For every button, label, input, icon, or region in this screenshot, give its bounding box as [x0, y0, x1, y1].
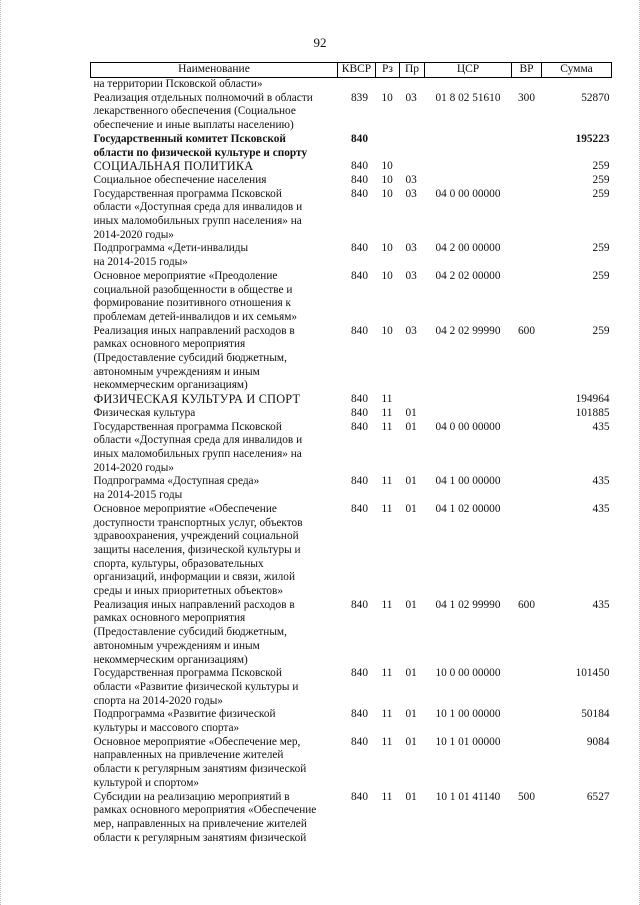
pr-cell: 01	[405, 708, 417, 721]
vr-cell: 600	[518, 598, 535, 611]
kvsr-cell: 840	[351, 708, 368, 721]
table-row	[91, 421, 612, 476]
column-header-pr: Пр	[400, 63, 425, 78]
kvsr-cell: 840	[351, 735, 368, 748]
kvsr-cell: 840	[351, 132, 368, 145]
csr-cell: 04 1 02 99990	[435, 598, 501, 611]
vr-cell: 300	[518, 91, 535, 104]
sum-cell: 259	[592, 173, 610, 186]
table-row	[91, 599, 612, 668]
pr-cell: 01	[405, 735, 417, 748]
vr-cell	[512, 736, 542, 791]
sum-cell: 9084	[586, 735, 610, 748]
csr-cell: 04 0 00 00000	[435, 420, 501, 433]
kvsr-cell: 840	[351, 667, 368, 680]
column-header-csr: ЦСР	[425, 63, 512, 78]
sum-cell: 195223	[575, 132, 610, 145]
page-number: 92	[313, 35, 327, 50]
sum-cell: 259	[592, 269, 610, 282]
sum-cell: 101885	[575, 406, 610, 419]
csr-cell: 04 2 02 00000	[435, 269, 501, 282]
rz-cell: 11	[381, 790, 393, 803]
rz-cell: 11	[381, 598, 393, 611]
vr-cell	[512, 188, 542, 243]
pr-cell: 03	[405, 324, 417, 337]
table-row	[91, 174, 612, 188]
csr-cell: 10 0 00 00000	[435, 667, 501, 680]
rz-cell	[376, 78, 400, 92]
vr-cell	[512, 174, 542, 188]
kvsr-cell: 840	[351, 420, 368, 433]
name-cell: Подпрограмма «Дети-инвалиды на 2014-2015 годы»	[93, 242, 249, 269]
kvsr-cell: 840	[351, 324, 368, 337]
vr-cell: 600	[518, 324, 535, 337]
column-header-vr: ВР	[512, 63, 542, 78]
table-header	[91, 63, 612, 78]
sum-cell: 194964	[575, 393, 610, 406]
name-cell: Основное мероприятие «Преодоление социальной разобщенности в обществе и формирование позитивного отношения к проблемам детей-инвалидов и их семьям»	[93, 269, 298, 323]
vr-cell	[512, 421, 542, 476]
table-row	[91, 475, 612, 502]
rz-cell	[376, 133, 400, 160]
pr-cell	[400, 133, 425, 160]
name-cell: Социальное обеспечение населения	[93, 173, 267, 186]
rz-cell: 11	[381, 406, 393, 419]
name-cell: Подпрограмма «Развитие физической культуры и массового спорта»	[93, 708, 276, 735]
rz-cell: 10	[381, 160, 393, 173]
name-cell: Реализация иных направлений расходов в рамках основного мероприятия (Предоставление субсидий бюджетным, автономным учреждениям и иным некоммерческим организациям)	[93, 598, 295, 666]
name-cell: СОЦИАЛЬНАЯ ПОЛИТИКА	[93, 159, 254, 174]
name-cell: на территории Псковской области»	[93, 78, 263, 90]
csr-cell: 10 1 00 00000	[435, 708, 501, 721]
rz-cell: 11	[381, 708, 393, 721]
vr-cell	[512, 503, 542, 599]
budget-table	[90, 62, 612, 845]
csr-cell: 04 2 00 00000	[435, 242, 501, 255]
scan-edge-left	[0, 0, 5, 905]
pr-cell: 03	[405, 173, 417, 186]
pr-cell: 01	[405, 598, 417, 611]
csr-cell	[425, 78, 512, 92]
column-header-name: Наименование	[91, 63, 338, 78]
csr-cell	[425, 174, 512, 188]
csr-cell: 01 8 02 51610	[435, 91, 501, 104]
rz-cell: 10	[381, 324, 393, 337]
name-cell: Подпрограмма «Доступная среда» на 2014-2015 годы	[93, 475, 260, 502]
vr-cell	[512, 242, 542, 269]
table-row	[91, 407, 612, 421]
kvsr-cell: 840	[351, 242, 368, 255]
sum-cell: 50184	[581, 708, 610, 721]
pr-cell: 03	[405, 242, 417, 255]
table-row	[91, 503, 612, 599]
vr-cell	[512, 393, 542, 407]
kvsr-cell: 840	[351, 393, 368, 406]
rz-cell: 10	[381, 269, 393, 282]
rz-cell: 11	[381, 502, 393, 515]
sum-cell: 435	[592, 420, 610, 433]
pr-cell	[400, 78, 425, 92]
pr-cell: 01	[405, 475, 417, 488]
csr-cell: 04 1 02 00000	[435, 502, 501, 515]
table-row	[91, 188, 612, 243]
csr-cell	[425, 393, 512, 407]
table-row	[91, 325, 612, 394]
name-cell: Основное мероприятие «Обеспечение доступности транспортных услуг, объектов здравоохранения, учреждений социальной защиты населения, физической культуры и спорта, культуры, образовательных организаций, информации и связи, жилой среды и иных приоритетных объектов»	[93, 502, 303, 598]
csr-cell: 04 0 00 00000	[435, 187, 501, 200]
name-cell: Реализация иных направлений расходов в рамках основного мероприятия (Предоставление субсидий бюджетным, автономным учреждениям и иным некоммерческим организациям)	[93, 324, 295, 392]
table-row	[91, 133, 612, 160]
sum-cell: 435	[592, 502, 610, 515]
table-row	[91, 667, 612, 708]
name-cell: Основное мероприятие «Обеспечение мер, направленных на привлечение жителей области к регулярным занятиям физической культурой и спортом»	[93, 735, 307, 789]
name-cell: Государственная программа Псковской области «Доступная среда для инвалидов и иных маломобильных групп населения» на 2014-2020 годы»	[93, 187, 303, 241]
name-cell: Государственная программа Псковской области «Развитие физической культуры и спорта на 2014-2020 годы»	[93, 667, 299, 707]
pr-cell: 03	[405, 91, 417, 104]
sum-cell: 101450	[575, 667, 610, 680]
pr-cell: 01	[405, 406, 417, 419]
csr-cell	[425, 160, 512, 174]
name-cell: Физическая культура	[93, 406, 196, 419]
table-row	[91, 78, 612, 92]
sum-cell: 259	[592, 160, 610, 173]
rz-cell: 11	[381, 475, 393, 488]
scan-edge-right	[635, 0, 640, 905]
table-row	[91, 393, 612, 407]
kvsr-cell: 840	[351, 269, 368, 282]
table-row	[91, 270, 612, 325]
csr-cell	[425, 407, 512, 421]
sum-cell	[542, 78, 612, 92]
sum-cell: 52870	[581, 91, 610, 104]
kvsr-cell: 840	[351, 502, 368, 515]
vr-cell	[512, 270, 542, 325]
name-cell: Реализация отдельных полномочий в области лекарственного обеспечения (Социальное обеспечение и иные выплаты населению)	[93, 91, 313, 132]
vr-cell: 500	[518, 790, 535, 803]
csr-cell: 04 2 02 99990	[435, 324, 501, 337]
table-row	[91, 791, 612, 846]
table-row	[91, 242, 612, 269]
column-header-rz: Рз	[376, 63, 400, 78]
rz-cell: 11	[381, 420, 393, 433]
vr-cell	[512, 407, 542, 421]
csr-cell	[425, 133, 512, 160]
column-header-kvsr: КВСР	[338, 63, 376, 78]
vr-cell	[512, 475, 542, 502]
pr-cell: 01	[405, 667, 417, 680]
vr-cell	[512, 133, 542, 160]
vr-cell	[512, 667, 542, 708]
rz-cell: 11	[381, 735, 393, 748]
pr-cell	[400, 160, 425, 174]
kvsr-cell	[338, 78, 376, 92]
pr-cell: 01	[405, 420, 417, 433]
rz-cell: 10	[381, 91, 393, 104]
name-cell: Государственный комитет Псковской области по физической культуре и спорту	[93, 132, 308, 159]
kvsr-cell: 840	[351, 173, 368, 186]
kvsr-cell: 839	[351, 91, 368, 104]
sum-cell: 259	[592, 187, 610, 200]
sum-cell: 435	[592, 598, 610, 611]
table-body	[91, 78, 612, 846]
csr-cell: 10 1 01 41140	[435, 790, 501, 803]
csr-cell: 04 1 00 00000	[435, 475, 501, 488]
rz-cell: 10	[381, 187, 393, 200]
kvsr-cell: 840	[351, 160, 368, 173]
pr-cell	[400, 393, 425, 407]
pr-cell: 01	[405, 502, 417, 515]
kvsr-cell: 840	[351, 790, 368, 803]
rz-cell: 10	[381, 173, 393, 186]
table-row	[91, 92, 612, 133]
table-row	[91, 736, 612, 791]
kvsr-cell: 840	[351, 475, 368, 488]
table-row	[91, 708, 612, 735]
column-header-sum: Сумма	[542, 63, 612, 78]
kvsr-cell: 840	[351, 406, 368, 419]
name-cell: ФИЗИЧЕСКАЯ КУЛЬТУРА И СПОРТ	[93, 392, 301, 407]
rz-cell: 11	[381, 393, 393, 406]
pr-cell: 01	[405, 790, 417, 803]
name-cell: Субсидии на реализацию мероприятий в рамках основного мероприятия «Обеспечение мер, направленных на привлечение жителей области к регулярным занятиям физической	[93, 790, 317, 844]
rz-cell: 10	[381, 242, 393, 255]
sum-cell: 435	[592, 475, 610, 488]
vr-cell	[512, 708, 542, 735]
pr-cell: 03	[405, 269, 417, 282]
vr-cell	[512, 78, 542, 92]
rz-cell: 11	[381, 667, 393, 680]
sum-cell: 259	[592, 242, 610, 255]
kvsr-cell: 840	[351, 598, 368, 611]
kvsr-cell: 840	[351, 187, 368, 200]
name-cell: Государственная программа Псковской области «Доступная среда для инвалидов и иных маломобильных групп населения» на 2014-2020 годы»	[93, 420, 303, 474]
table-row	[91, 160, 612, 174]
sum-cell: 6527	[586, 790, 610, 803]
sum-cell: 259	[592, 324, 610, 337]
csr-cell: 10 1 01 00000	[435, 735, 501, 748]
vr-cell	[512, 160, 542, 174]
pr-cell: 03	[405, 187, 417, 200]
